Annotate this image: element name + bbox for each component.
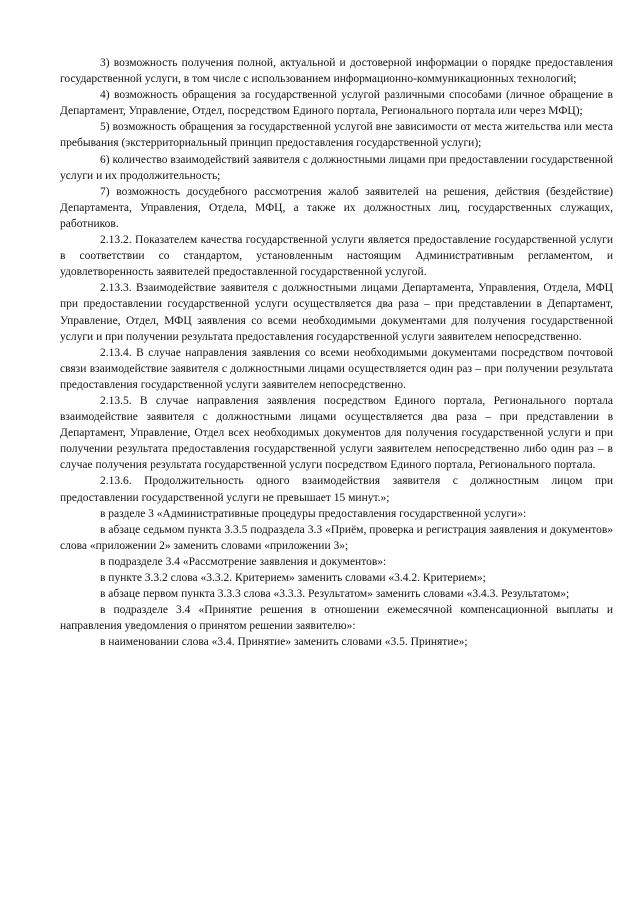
paragraph-item-3: 3) возможность получения полной, актуальной и достоверной информации о порядке предоставления государственной услуги, в том числе с использованием информационно-коммуникационных технологий;: [60, 57, 613, 86]
paragraph-2-13-3: 2.13.3. Взаимодействие заявителя с должностными лицами Департамента, Управления, Отдела, МФЦ при предоставлении государственной услуги осуществляется два раза – при представлении в Департамент, Управление, Отдел, МФЦ заявления со всеми необходимыми документами для получения государственной услуги и при получении результата предоставления государственной услуги заявителем непосредственно.: [60, 282, 613, 343]
paragraph-amendment-3-3-5: в абзаце седьмом пункта 3.3.5 подраздела 3.3 «Приём, проверка и регистрация заявления и документов» слова «приложении 2» заменить словами «приложении 3»;: [60, 523, 613, 552]
paragraph-2-13-4: 2.13.4. В случае направления заявления со всеми необходимыми документами посредством почтовой связи взаимодействие заявителя с должностными лицами осуществляется один раз – при получении результата предоставления государственной услуги заявителем непосредственно.: [60, 346, 613, 391]
paragraph-amendment-3-3-2: в пункте 3.3.2 слова «3.3.2. Критерием» заменить словами «3.4.2. Критерием»;: [100, 572, 486, 584]
paragraph-2-13-6: 2.13.6. Продолжительность одного взаимодействия заявителя с должностным лицом при предоставлении государственной услуги не превышает 15 минут.»;: [60, 475, 613, 504]
paragraph-item-5: 5) возможность обращения за государственной услугой вне зависимости от места жительства или места пребывания (экстерриториальный принцип предоставления государственной услуги);: [60, 121, 613, 150]
document-page: [60, 55, 613, 650]
paragraph-amendment-3-3-3: в абзаце первом пункта 3.3.3 слова «3.3.3. Результатом» заменить словами «3.4.3. Результатом»;: [100, 588, 570, 601]
paragraph-section-3: в разделе 3 «Административные процедуры предоставления государственной услуги»:: [100, 507, 527, 520]
paragraph-item-4: 4) возможность обращения за государственной услугой различными способами (личное обращение в Департамент, Управление, Отдел, посредством Единого портала, Регионального портала или через МФЦ);: [60, 89, 613, 118]
paragraph-2-13-2: 2.13.2. Показателем качества государственной услуги является предоставление государственной услуги в соответствии со стандартом, установленным настоящим Административным регламентом, и удовлетворенность заявителей предоставленной государственной услугой.: [60, 234, 613, 279]
paragraph-item-7: 7) возможность досудебного рассмотрения жалоб заявителей на решения, действия (бездействие) Департамента, Управления, Отдела, МФЦ, а также их должностных лиц, государственных служащих, работников.: [60, 185, 613, 230]
paragraph-subsection-3-4: в подразделе 3.4 «Рассмотрение заявления и документов»:: [100, 555, 387, 568]
paragraph-subsection-3-4-decision: в подразделе 3.4 «Принятие решения в отношении ежемесячной компенсационной выплаты и направления уведомления о принятом решении заявителю»:: [60, 604, 613, 633]
paragraph-amendment-3-4-title: в наименовании слова «3.4. Принятие» заменить словами «3.5. Принятие»;: [100, 636, 468, 649]
paragraph-2-13-5: 2.13.5. В случае направления заявления посредством Единого портала, Регионального портала взаимодействие заявителя с должностными лицами осуществляется два раза – при представлении в Департамент, Управление, Отдел всех необходимых документов для получения государственной услуги и при получении результата предоставления государственной услуги заявителем непосредственно либо один раз – в случае получения результата государственной услуги посредством Единого портала, Регионального портала.: [60, 394, 613, 472]
paragraph-item-6: 6) количество взаимодействий заявителя с должностными лицами при предоставлении государственной услуги и их продолжительность;: [60, 153, 613, 182]
